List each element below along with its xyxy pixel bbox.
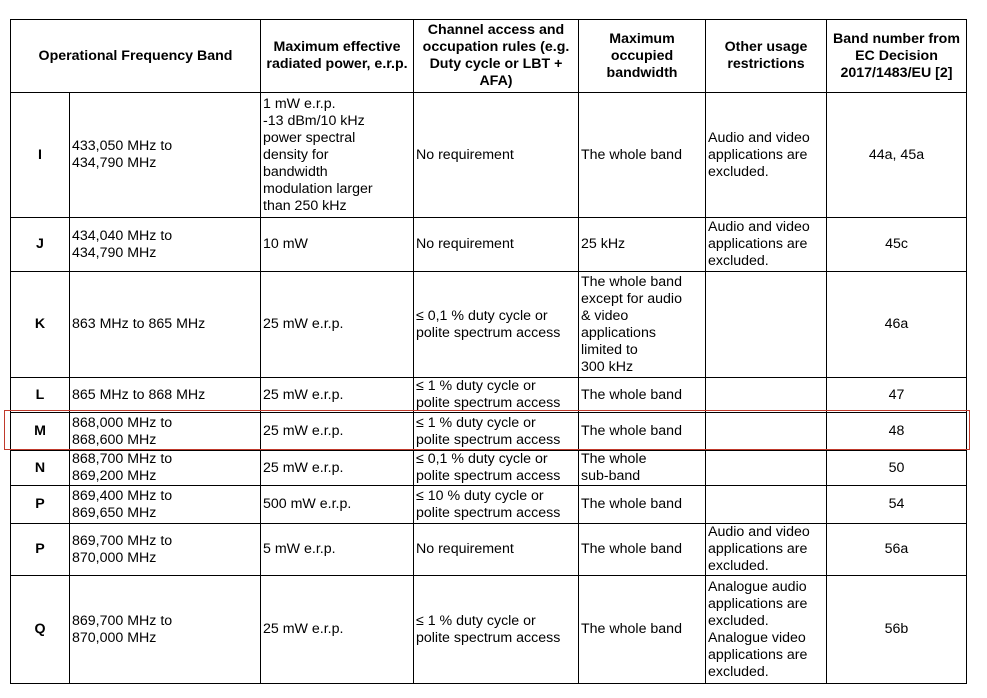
- band-number-cell: 44a, 45a: [827, 93, 967, 218]
- bandwidth-cell-line: The whole band: [581, 621, 682, 637]
- restrictions-cell-line: applications are: [708, 541, 808, 557]
- frequency-cell: [70, 413, 261, 451]
- restrictions-cell: [706, 486, 827, 524]
- frequency-cell-line: 868,000 MHz to: [72, 414, 173, 431]
- bandwidth-cell: [579, 378, 706, 413]
- bandwidth-cell: [579, 451, 706, 486]
- bandwidth-cell-line: except for audio: [581, 290, 682, 307]
- bandwidth-cell: [579, 272, 706, 378]
- band-letter-cell: M: [11, 413, 70, 451]
- power-cell: [261, 451, 414, 486]
- restrictions-cell-line: Audio and video: [708, 524, 810, 540]
- frequency-cell: [70, 218, 261, 272]
- restrictions-cell-line: Audio and video: [708, 219, 810, 235]
- restrictions-cell-line: Analogue video: [708, 629, 806, 646]
- band-number-cell: 50: [827, 451, 967, 486]
- access-cell: [414, 576, 579, 684]
- bandwidth-cell-line: sub-band: [581, 468, 641, 484]
- table-row: [11, 93, 967, 218]
- restrictions-cell-line: Audio and video: [708, 129, 810, 146]
- frequency-cell-line: 863 MHz to 865 MHz: [72, 316, 206, 332]
- restrictions-cell: [706, 218, 827, 272]
- restrictions-cell: [706, 378, 827, 413]
- power-cell: [261, 218, 414, 272]
- table-row: [11, 524, 967, 576]
- restrictions-cell-line: applications are: [708, 236, 808, 252]
- bandwidth-cell-line: The whole: [581, 451, 647, 467]
- header-band-number: Band number from EC Decision 2017/1483/EU [2]: [827, 20, 967, 93]
- frequency-cell-line: 434,790 MHz: [72, 244, 157, 261]
- restrictions-cell-line: excluded.: [708, 612, 769, 629]
- frequency-cell-line: 865 MHz to 868 MHz: [72, 386, 206, 403]
- frequency-cell-line: 870,000 MHz: [72, 549, 157, 566]
- access-cell: [414, 218, 579, 272]
- frequency-cell: [70, 378, 261, 413]
- table-row: [11, 218, 967, 272]
- access-cell: [414, 413, 579, 451]
- access-cell: [414, 486, 579, 524]
- access-cell-line: ≤ 10 % duty cycle or: [416, 487, 544, 504]
- bandwidth-cell-line: applications: [581, 324, 656, 341]
- power-cell-line: 25 mW e.r.p.: [263, 459, 344, 476]
- bandwidth-cell-line: The whole band: [581, 273, 682, 290]
- restrictions-cell: [706, 413, 827, 451]
- access-cell: [414, 93, 579, 218]
- restrictions-cell: [706, 272, 827, 378]
- restrictions-cell-line: applications are: [708, 646, 808, 663]
- power-cell-line: 500 mW e.r.p.: [263, 496, 352, 512]
- access-cell: [414, 451, 579, 486]
- bandwidth-cell: [579, 93, 706, 218]
- table-body: [11, 93, 967, 684]
- restrictions-cell-line: applications are: [708, 146, 808, 163]
- frequency-cell-line: 434,040 MHz to: [72, 227, 173, 244]
- band-letter-cell: J: [11, 218, 70, 272]
- access-cell-line: No requirement: [416, 236, 514, 252]
- band-letter-cell: K: [11, 272, 70, 378]
- band-letter-cell: P: [11, 486, 70, 524]
- power-cell-line: 25 mW e.r.p.: [263, 386, 344, 403]
- access-cell-line: No requirement: [416, 146, 514, 163]
- band-number-cell: 54: [827, 486, 967, 524]
- restrictions-cell: [706, 93, 827, 218]
- access-cell-line: polite spectrum access: [416, 395, 561, 411]
- bandwidth-cell-line: 25 kHz: [581, 236, 626, 252]
- power-cell: [261, 272, 414, 378]
- frequency-cell: [70, 272, 261, 378]
- frequency-cell: [70, 524, 261, 576]
- access-cell-line: ≤ 1 % duty cycle or: [416, 414, 536, 431]
- band-number-cell: 48: [827, 413, 967, 451]
- band-number-cell: 45c: [827, 218, 967, 272]
- power-cell-line: 10 mW: [263, 236, 308, 252]
- frequency-cell-line: 869,400 MHz to: [72, 487, 173, 504]
- access-cell-line: ≤ 0,1 % duty cycle or: [416, 307, 548, 324]
- power-cell: [261, 93, 414, 218]
- restrictions-cell: [706, 576, 827, 684]
- restrictions-cell-line: Analogue audio: [708, 578, 807, 595]
- power-cell: [261, 413, 414, 451]
- access-cell-line: polite spectrum access: [416, 629, 561, 646]
- frequency-cell-line: 434,790 MHz: [72, 155, 157, 171]
- access-cell-line: polite spectrum access: [416, 468, 561, 484]
- power-cell: [261, 576, 414, 684]
- access-cell: [414, 378, 579, 413]
- access-cell-line: polite spectrum access: [416, 431, 561, 448]
- access-cell-line: polite spectrum access: [416, 504, 561, 521]
- header-access: Channel access and occupation rules (e.g. Duty cycle or LBT + AFA): [414, 20, 579, 93]
- frequency-cell-line: 869,200 MHz: [72, 468, 157, 484]
- band-letter-cell: P: [11, 524, 70, 576]
- restrictions-cell: [706, 524, 827, 576]
- access-cell: [414, 272, 579, 378]
- bandwidth-cell: [579, 218, 706, 272]
- power-cell: [261, 486, 414, 524]
- power-cell-line: 1 mW e.r.p.: [263, 95, 336, 112]
- band-number-cell: 56a: [827, 524, 967, 576]
- table-row: [11, 378, 967, 413]
- restrictions-cell-line: excluded.: [708, 253, 769, 269]
- access-cell-line: ≤ 0,1 % duty cycle or: [416, 451, 548, 467]
- power-cell-line: modulation larger: [263, 180, 373, 197]
- frequency-cell-line: 869,650 MHz: [72, 504, 157, 521]
- power-cell-line: power spectral: [263, 129, 356, 146]
- frequency-cell-line: 870,000 MHz: [72, 629, 157, 646]
- access-cell-line: No requirement: [416, 541, 514, 557]
- table-row: [11, 413, 967, 451]
- header-restrictions: Other usage restrictions: [706, 20, 827, 93]
- access-cell-line: ≤ 1 % duty cycle or: [416, 378, 536, 394]
- power-cell: [261, 524, 414, 576]
- restrictions-cell-line: excluded.: [708, 163, 769, 180]
- restrictions-cell: [706, 451, 827, 486]
- access-cell: [414, 524, 579, 576]
- bandwidth-cell-line: & video: [581, 307, 629, 324]
- band-letter-cell: N: [11, 451, 70, 486]
- frequency-cell-line: 433,050 MHz to: [72, 138, 173, 154]
- frequency-band-table: [10, 19, 967, 684]
- restrictions-cell-line: applications are: [708, 595, 808, 612]
- bandwidth-cell: [579, 576, 706, 684]
- band-letter-cell: L: [11, 378, 70, 413]
- band-number-cell: 47: [827, 378, 967, 413]
- bandwidth-cell: [579, 524, 706, 576]
- access-cell-line: polite spectrum access: [416, 324, 561, 341]
- bandwidth-cell-line: The whole band: [581, 541, 682, 557]
- bandwidth-cell-line: limited to: [581, 341, 638, 358]
- restrictions-cell-line: excluded.: [708, 663, 769, 680]
- power-cell-line: than 250 kHz: [263, 197, 347, 214]
- bandwidth-cell: [579, 413, 706, 451]
- restrictions-cell-line: excluded.: [708, 558, 769, 574]
- header-power: Maximum effective radiated power, e.r.p.: [261, 20, 414, 93]
- frequency-cell-line: 868,700 MHz to: [72, 451, 173, 467]
- power-cell-line: 25 mW e.r.p.: [263, 621, 344, 637]
- power-cell-line: 5 mW e.r.p.: [263, 541, 336, 557]
- bandwidth-cell-line: The whole band: [581, 496, 682, 512]
- frequency-cell-line: 869,700 MHz to: [72, 532, 173, 549]
- power-cell-line: -13 dBm/10 kHz: [263, 112, 365, 129]
- bandwidth-cell-line: The whole band: [581, 146, 682, 163]
- band-letter-cell: Q: [11, 576, 70, 684]
- table-row: [11, 451, 967, 486]
- bandwidth-cell-line: 300 kHz: [581, 358, 634, 375]
- band-number-cell: 46a: [827, 272, 967, 378]
- bandwidth-cell: [579, 486, 706, 524]
- frequency-cell: [70, 486, 261, 524]
- frequency-cell: [70, 93, 261, 218]
- header-band: Operational Frequency Band: [11, 20, 261, 93]
- bandwidth-cell-line: The whole band: [581, 386, 682, 403]
- frequency-cell-line: 868,600 MHz: [72, 431, 157, 448]
- bandwidth-cell-line: The whole band: [581, 423, 682, 439]
- frequency-cell: [70, 576, 261, 684]
- power-cell-line: density for: [263, 146, 329, 163]
- power-cell: [261, 378, 414, 413]
- header-bandwidth: Maximum occupied bandwidth: [579, 20, 706, 93]
- table-row: [11, 576, 967, 684]
- frequency-cell: [70, 451, 261, 486]
- table-row: [11, 486, 967, 524]
- header-row: [11, 20, 967, 93]
- power-cell-line: bandwidth: [263, 163, 328, 180]
- access-cell-line: ≤ 1 % duty cycle or: [416, 612, 536, 629]
- band-letter-cell: I: [11, 93, 70, 218]
- power-cell-line: 25 mW e.r.p.: [263, 423, 344, 439]
- band-number-cell: 56b: [827, 576, 967, 684]
- frequency-cell-line: 869,700 MHz to: [72, 612, 173, 629]
- table-row: [11, 272, 967, 378]
- power-cell-line: 25 mW e.r.p.: [263, 316, 344, 332]
